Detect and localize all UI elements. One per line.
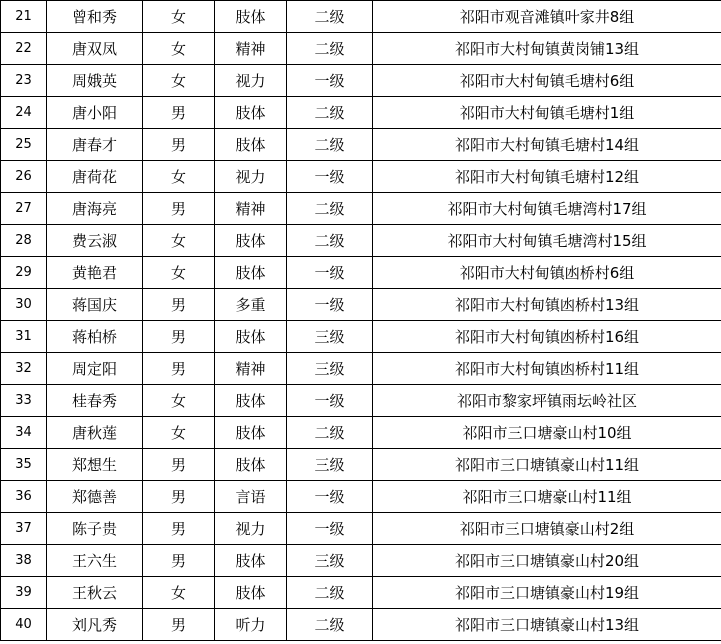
address-cell: 祁阳市三口塘豪山村11组 [373, 481, 721, 513]
gender-cell: 女 [143, 385, 215, 417]
disability-level-cell: 二级 [287, 417, 373, 449]
disability-type-cell: 肢体 [215, 449, 287, 481]
row-number-cell: 30 [1, 289, 47, 321]
address-cell: 祁阳市三口塘镇豪山村11组 [373, 449, 721, 481]
gender-cell: 女 [143, 225, 215, 257]
table-row [1, 257, 721, 289]
name-cell: 曾和秀 [47, 1, 143, 33]
row-number-cell: 32 [1, 353, 47, 385]
name-cell: 周定阳 [47, 353, 143, 385]
disability-type-cell: 肢体 [215, 97, 287, 129]
disability-level-cell: 一级 [287, 161, 373, 193]
name-cell: 蒋柏桥 [47, 321, 143, 353]
disability-level-cell: 二级 [287, 97, 373, 129]
name-cell: 郑德善 [47, 481, 143, 513]
name-cell: 唐双凤 [47, 33, 143, 65]
row-number-cell: 24 [1, 97, 47, 129]
name-cell: 唐春才 [47, 129, 143, 161]
disability-level-cell: 三级 [287, 449, 373, 481]
address-cell: 祁阳市大村甸镇毛塘村14组 [373, 129, 721, 161]
row-number-cell: 26 [1, 161, 47, 193]
gender-cell: 女 [143, 33, 215, 65]
name-cell: 唐小阳 [47, 97, 143, 129]
table-row [1, 449, 721, 481]
row-number-cell: 31 [1, 321, 47, 353]
row-number-cell: 29 [1, 257, 47, 289]
gender-cell: 男 [143, 321, 215, 353]
address-cell: 祁阳市大村甸镇黄岗铺13组 [373, 33, 721, 65]
gender-cell: 男 [143, 129, 215, 161]
name-cell: 王六生 [47, 545, 143, 577]
table-row [1, 513, 721, 545]
disability-level-cell: 一级 [287, 65, 373, 97]
row-number-cell: 34 [1, 417, 47, 449]
disability-type-cell: 听力 [215, 609, 287, 641]
disability-level-cell: 二级 [287, 225, 373, 257]
name-cell: 唐秋莲 [47, 417, 143, 449]
gender-cell: 男 [143, 353, 215, 385]
name-cell: 唐海亮 [47, 193, 143, 225]
row-number-cell: 37 [1, 513, 47, 545]
name-cell: 刘凡秀 [47, 609, 143, 641]
gender-cell: 女 [143, 257, 215, 289]
table-row [1, 33, 721, 65]
table-row [1, 225, 721, 257]
table-row [1, 321, 721, 353]
name-cell: 黄艳君 [47, 257, 143, 289]
disability-type-cell: 肢体 [215, 1, 287, 33]
address-cell: 祁阳市大村甸镇毛塘村6组 [373, 65, 721, 97]
disability-level-cell: 一级 [287, 481, 373, 513]
address-cell: 祁阳市大村甸镇毛塘湾村17组 [373, 193, 721, 225]
name-cell: 周娥英 [47, 65, 143, 97]
address-cell: 祁阳市大村甸镇凼桥村16组 [373, 321, 721, 353]
disability-type-cell: 精神 [215, 193, 287, 225]
disability-level-cell: 三级 [287, 545, 373, 577]
address-cell: 祁阳市大村甸镇凼桥村6组 [373, 257, 721, 289]
row-number-cell: 27 [1, 193, 47, 225]
table-row [1, 129, 721, 161]
row-number-cell: 35 [1, 449, 47, 481]
disability-type-cell: 言语 [215, 481, 287, 513]
gender-cell: 女 [143, 417, 215, 449]
row-number-cell: 36 [1, 481, 47, 513]
name-cell: 郑想生 [47, 449, 143, 481]
gender-cell: 男 [143, 545, 215, 577]
table-row [1, 193, 721, 225]
table-row [1, 289, 721, 321]
table-row [1, 353, 721, 385]
table-row [1, 577, 721, 609]
table-row [1, 385, 721, 417]
address-cell: 祁阳市三口塘镇豪山村2组 [373, 513, 721, 545]
name-cell: 蒋国庆 [47, 289, 143, 321]
disability-level-cell: 三级 [287, 321, 373, 353]
table-row [1, 609, 721, 641]
table-row [1, 481, 721, 513]
row-number-cell: 39 [1, 577, 47, 609]
name-cell: 桂春秀 [47, 385, 143, 417]
table-row [1, 161, 721, 193]
address-cell: 祁阳市三口塘镇豪山村13组 [373, 609, 721, 641]
disability-type-cell: 精神 [215, 33, 287, 65]
gender-cell: 女 [143, 161, 215, 193]
disability-level-cell: 二级 [287, 1, 373, 33]
disability-type-cell: 肢体 [215, 385, 287, 417]
address-cell: 祁阳市三口塘镇豪山村19组 [373, 577, 721, 609]
gender-cell: 女 [143, 65, 215, 97]
disability-type-cell: 肢体 [215, 129, 287, 161]
row-number-cell: 23 [1, 65, 47, 97]
disability-type-cell: 肢体 [215, 225, 287, 257]
row-number-cell: 33 [1, 385, 47, 417]
table-row [1, 97, 721, 129]
disability-type-cell: 肢体 [215, 321, 287, 353]
disability-type-cell: 视力 [215, 65, 287, 97]
table-row [1, 65, 721, 97]
disability-level-cell: 三级 [287, 353, 373, 385]
disability-type-cell: 肢体 [215, 577, 287, 609]
row-number-cell: 25 [1, 129, 47, 161]
row-number-cell: 21 [1, 1, 47, 33]
address-cell: 祁阳市大村甸镇毛塘村12组 [373, 161, 721, 193]
address-cell: 祁阳市观音滩镇叶家井8组 [373, 1, 721, 33]
table-row [1, 417, 721, 449]
disability-level-cell: 二级 [287, 609, 373, 641]
name-cell: 唐荷花 [47, 161, 143, 193]
disability-type-cell: 肢体 [215, 417, 287, 449]
address-cell: 祁阳市大村甸镇凼桥村13组 [373, 289, 721, 321]
row-number-cell: 38 [1, 545, 47, 577]
name-cell: 王秋云 [47, 577, 143, 609]
name-cell: 陈子贵 [47, 513, 143, 545]
disability-type-cell: 多重 [215, 289, 287, 321]
row-number-cell: 28 [1, 225, 47, 257]
gender-cell: 女 [143, 577, 215, 609]
address-cell: 祁阳市三口塘镇豪山村20组 [373, 545, 721, 577]
disability-level-cell: 二级 [287, 193, 373, 225]
disability-level-cell: 一级 [287, 289, 373, 321]
disability-level-cell: 二级 [287, 129, 373, 161]
address-cell: 祁阳市三口塘豪山村10组 [373, 417, 721, 449]
address-cell: 祁阳市大村甸镇凼桥村11组 [373, 353, 721, 385]
disability-level-cell: 一级 [287, 513, 373, 545]
table-row [1, 545, 721, 577]
table-row [1, 1, 721, 33]
disability-type-cell: 肢体 [215, 257, 287, 289]
disability-level-cell: 一级 [287, 385, 373, 417]
disability-type-cell: 肢体 [215, 545, 287, 577]
gender-cell: 男 [143, 481, 215, 513]
disability-type-cell: 视力 [215, 513, 287, 545]
address-cell: 祁阳市大村甸镇毛塘湾村15组 [373, 225, 721, 257]
row-number-cell: 22 [1, 33, 47, 65]
name-cell: 费云淑 [47, 225, 143, 257]
disability-level-cell: 二级 [287, 577, 373, 609]
gender-cell: 男 [143, 513, 215, 545]
gender-cell: 男 [143, 97, 215, 129]
gender-cell: 男 [143, 193, 215, 225]
disability-level-cell: 二级 [287, 33, 373, 65]
gender-cell: 女 [143, 1, 215, 33]
roster-body [1, 1, 721, 641]
disability-type-cell: 精神 [215, 353, 287, 385]
disability-level-cell: 一级 [287, 257, 373, 289]
gender-cell: 男 [143, 609, 215, 641]
disability-type-cell: 视力 [215, 161, 287, 193]
gender-cell: 男 [143, 289, 215, 321]
gender-cell: 男 [143, 449, 215, 481]
address-cell: 祁阳市大村甸镇毛塘村1组 [373, 97, 721, 129]
row-number-cell: 40 [1, 609, 47, 641]
address-cell: 祁阳市黎家坪镇雨坛岭社区 [373, 385, 721, 417]
